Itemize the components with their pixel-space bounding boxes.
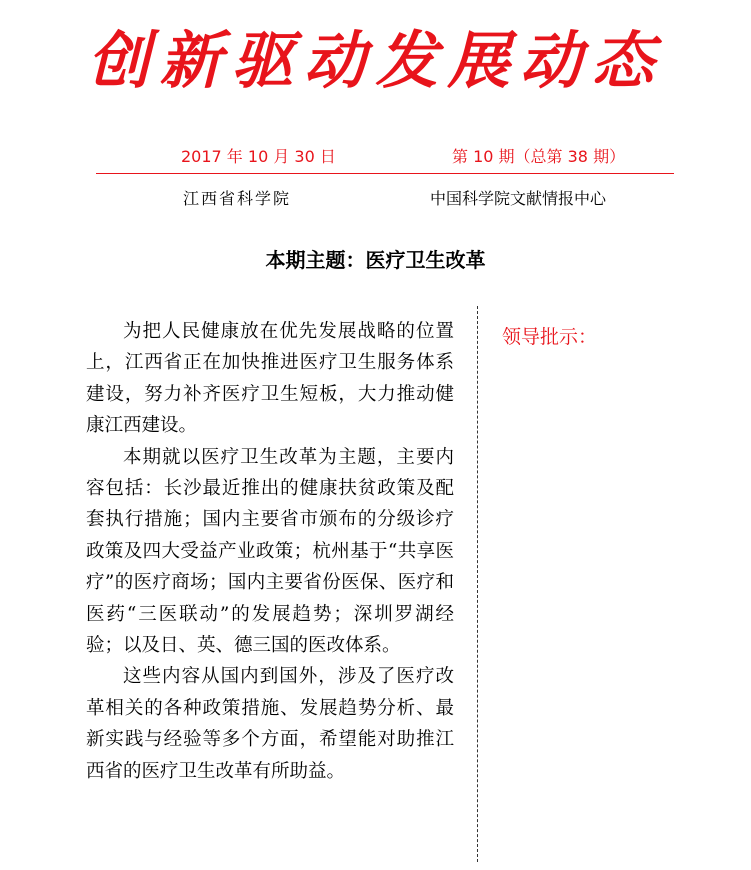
- issue-topic: 本期主题：医疗卫生改革: [265, 248, 486, 272]
- body-paragraph-2: 本期就以医疗卫生改革为主题，主要内容包括：长沙最近推出的健康扶贫政策及配套执行措施；国内主要省市颁布的分级诊疗政策及四大受益产业政策；杭州基于“共享医疗”的医疗商场；国内主要省份医保、医疗和医药“三医联动”的发展趋势；深圳罗湖经验；以及日、英、德三国的医改体系。: [86, 446, 454, 657]
- organizations-row: [0, 184, 751, 208]
- organization-left: 江西省科学院: [183, 189, 292, 208]
- column-divider: [477, 306, 478, 862]
- header-divider-line: [96, 173, 674, 174]
- masthead-title: 创新驱动发展动态: [87, 24, 664, 97]
- issue-number: 第 10 期（总第 38 期）: [452, 147, 626, 166]
- issue-info-row: [0, 142, 751, 166]
- organization-right: 中国科学院文献情报中心: [430, 189, 607, 208]
- body-paragraph-1: 为把人民健康放在优先发展战略的位置上，江西省正在加快推进医疗卫生服务体系建设，努力补齐医疗卫生短板，大力推动健康江西建设。: [86, 321, 454, 437]
- body-paragraph-3: 这些内容从国内到国外，涉及了医疗改革相关的各种政策措施、发展趋势分析、最新实践与经验等多个方面，希望能对助推江西省的医疗卫生改革有所助益。: [86, 666, 454, 782]
- body-text: [86, 316, 454, 787]
- leader-comment-label: 领导批示：: [502, 326, 598, 348]
- issue-date: 2017 年 10 月 30 日: [181, 147, 336, 166]
